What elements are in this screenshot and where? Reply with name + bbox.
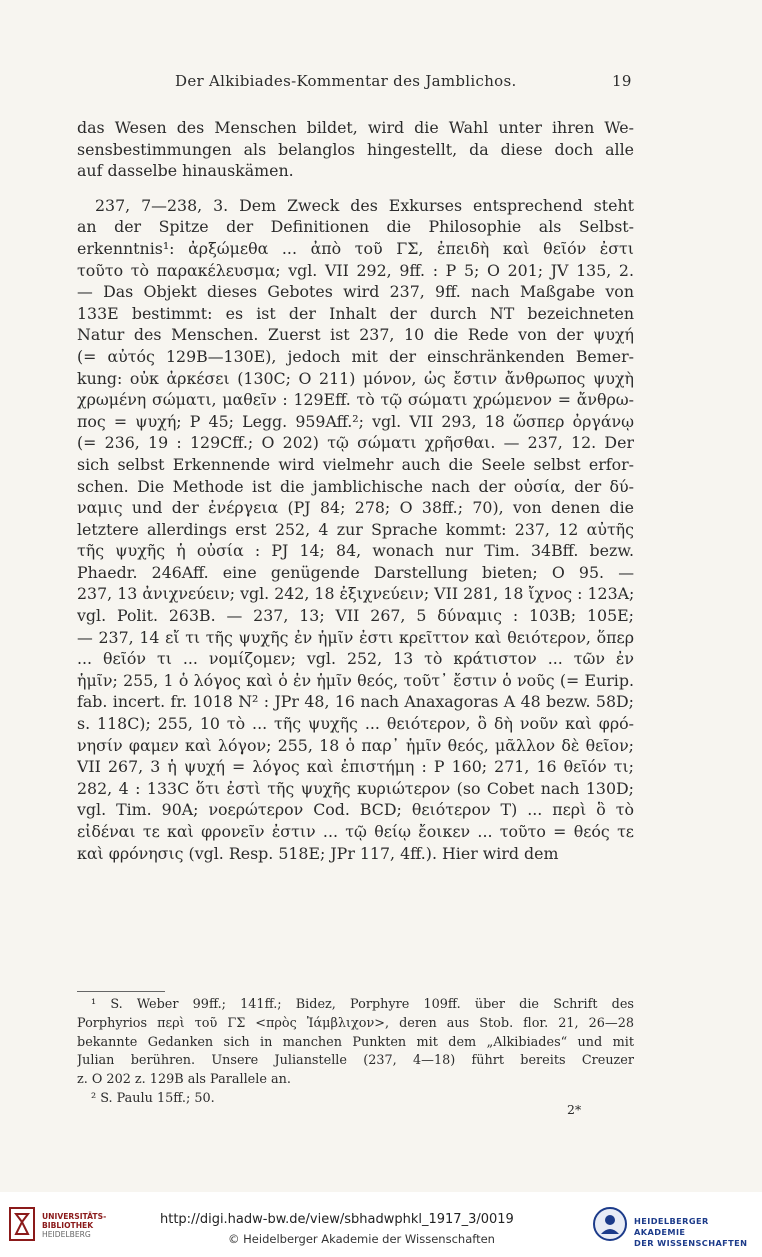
body-text [77, 117, 634, 864]
text-line: καὶ φρόνησις (vgl. Resp. 518E; JPr 117, 4ff.). Hier wird dem [77, 843, 559, 863]
footnote-rule [77, 991, 165, 992]
signature-mark: 2* [567, 1102, 582, 1117]
footnote-line: z. O 202 z. 129B als Parallele an. [77, 1072, 291, 1088]
text-line: νησίν φαμεν καὶ λόγον; 255, 18 ὁ παρ᾽ ἡμῖν θεός, μᾶλλον δὲ θεῖον; [77, 735, 634, 755]
page-number: 19 [612, 72, 632, 90]
text-line: das Wesen des Menschen bildet, wird die Wahl unter ihren We- [77, 118, 634, 137]
text-line: s. 118C); 255, 10 τὸ ... τῆς ψυχῆς ... θειότερον, ὃ δὴ νοῦν καὶ φρό- [77, 714, 634, 734]
text-line: (= αὐτός 129B—130E), jedoch mit der einschränkenden Bemer- [77, 346, 634, 366]
footnote-line: Julian berühren. Unsere Julianstelle (237, 4—18) führt bereits Creuzer [77, 1053, 634, 1069]
text-line: sich selbst Erkennende wird vielmehr auch die Seele selbst erfor- [77, 454, 634, 474]
text-line: — Das Objekt dieses Gebotes wird 237, 9ff. nach Maßgabe von [77, 282, 634, 302]
academy-line-1: HEIDELBERGER AKADEMIE [634, 1216, 709, 1237]
text-line: vgl. Polit. 263B. — 237, 13; VII 267, 5 δύναμις : 103B; 105E; [77, 606, 634, 626]
library-line-2: BIBLIOTHEK [42, 1221, 94, 1230]
text-line: εἰδέναι τε καὶ φρονεῖν ἐστιν ... τῷ θείῳ ἔοικεν ... τοῦτο = θεός τε [77, 822, 634, 841]
text-line: — 237, 14 εἴ τι τῆς ψυχῆς ἐν ἡμῖν ἐστι κρεῖττον καὶ θειότερον, ὅπερ [77, 627, 634, 647]
text-line: VII 267, 3 ἡ ψυχή = λόγος καὶ ἐπιστήμη : P 160; 271, 16 θεῖόν τι; [77, 757, 634, 777]
text-line: letztere allerdings erst 252, 4 zur Sprache kommt: 237, 12 αὐτῆς [77, 519, 634, 539]
text-line: 237, 7—238, 3. Dem Zweck des Exkurses entsprechend steht [95, 195, 634, 215]
running-head-title: Der Alkibiades-Kommentar des Jamblichos. [175, 72, 517, 90]
text-line: Phaedr. 246Aff. eine genügende Darstellung bieten; O 95. — [77, 562, 634, 582]
footnotes [77, 996, 634, 1109]
text-line: (= 236, 19 : 129Cff.; O 202) τῷ σώματι χρῆσθαι. — 237, 12. Der [77, 433, 634, 453]
footnote-line: ¹ S. Weber 99ff.; 141ff.; Bidez, Porphyre 109ff. über die Schrift des [91, 997, 634, 1012]
copyright-notice: © Heidelberger Akademie der Wissenschaften [228, 1232, 495, 1246]
text-line: 133E bestimmt: es ist der Inhalt der durch NT bezeichneten [77, 303, 634, 323]
footnote-line: bekannte Gedanken sich in manchen Punkten mit dem „Alkibiades“ und mit [77, 1034, 634, 1050]
text-line: auf dasselbe hinauskämen. [77, 161, 294, 181]
permalink[interactable]: http://digi.hadw-bw.de/view/sbhadwphkl_1917_3/0019 [160, 1212, 514, 1227]
academy-seal-icon [592, 1206, 628, 1242]
text-line: τῆς ψυχῆς ἡ οὐσία : PJ 14; 84, wonach nur Tim. 34Bff. bezw. [77, 541, 634, 561]
text-line: fab. incert. fr. 1018 N² : JPr 48, 16 nach Anaxagoras A 48 bezw. 58D; [77, 692, 634, 712]
paragraph-1 [77, 117, 634, 182]
academy-name [634, 1216, 762, 1249]
text-line: ἡμῖν; 255, 1 ὁ λόγος καὶ ὁ ἐν ἡμῖν θεός, τοῦτ᾽ ἔστιν ὁ νοῦς (= Eurip. [77, 670, 634, 690]
paragraph-2 [77, 195, 634, 864]
footnote-line: Porphyrios περὶ τοῦ ΓΣ <πρὸς Ἰάμβλιχον>, deren aus Stob. flor. 21, 26—28 [77, 1015, 634, 1031]
academy-line-2: DER WISSENSCHAFTEN [634, 1238, 748, 1248]
text-line: ναμις und der ἐνέργεια (PJ 84; 278; O 38ff.; 70), von denen die [77, 498, 634, 518]
text-line: schen. Die Methode ist die jamblichische nach der οὐσία, der δύ- [77, 476, 634, 496]
text-line: vgl. Tim. 90A; νοερώτερον Cod. BCD; θειότερον T) ... περὶ ὃ τὸ [77, 800, 634, 820]
university-library-name [42, 1212, 106, 1239]
digitization-footer [0, 1192, 762, 1257]
text-line: ... θεῖόν τι ... νομίζομεν; vgl. 252, 13 τὸ κράτιστον ... τῶν ἐν [77, 649, 634, 669]
university-library-logo-icon [8, 1206, 36, 1242]
text-line: 237, 13 ἀνιχνεύειν; vgl. 242, 18 ἐξιχνεύειν; VII 281, 18 ἴχνος : 123A; [77, 584, 634, 604]
text-line: kung: οὐκ ἀρκέσει (130C; O 211) μόνον, ὡς ἔστιν ἄνθρωπος ψυχὴ [77, 368, 634, 388]
text-line: sensbestimmungen als belanglos hingestellt, da diese doch alle [77, 139, 634, 159]
text-line: Natur des Menschen. Zuerst ist 237, 10 die Rede von der ψυχή [77, 325, 634, 345]
text-line: χρωμένη σώματι, μαθεῖν : 129Eff. τὸ τῷ σώματι χρώμενον = ἄνθρω- [77, 390, 634, 410]
text-line: erkenntnis¹: ἀρξώμεθα ... ἀπὸ τοῦ ΓΣ, ἐπειδὴ καὶ θεῖόν ἐστι [77, 238, 634, 258]
library-line-1: UNIVERSITÄTS- [42, 1212, 107, 1221]
text-line: πος = ψυχή; P 45; Legg. 959Aff.²; vgl. VII 293, 18 ὥσπερ ὀργάνῳ [77, 411, 634, 431]
text-line: τοῦτο τὸ παρακέλευσμα; vgl. VII 292, 9ff. : P 5; O 201; JV 135, 2. [77, 260, 634, 280]
text-line: 282, 4 : 133C ὅτι ἐστὶ τῆς ψυχῆς κυριώτερον (so Cobet nach 130D; [77, 778, 634, 798]
text-line: an der Spitze der Definitionen die Philosophie als Selbst- [77, 217, 634, 237]
footnote-line: ² S. Paulu 15ff.; 50. [91, 1090, 215, 1106]
library-line-3: HEIDELBERG [42, 1230, 91, 1239]
